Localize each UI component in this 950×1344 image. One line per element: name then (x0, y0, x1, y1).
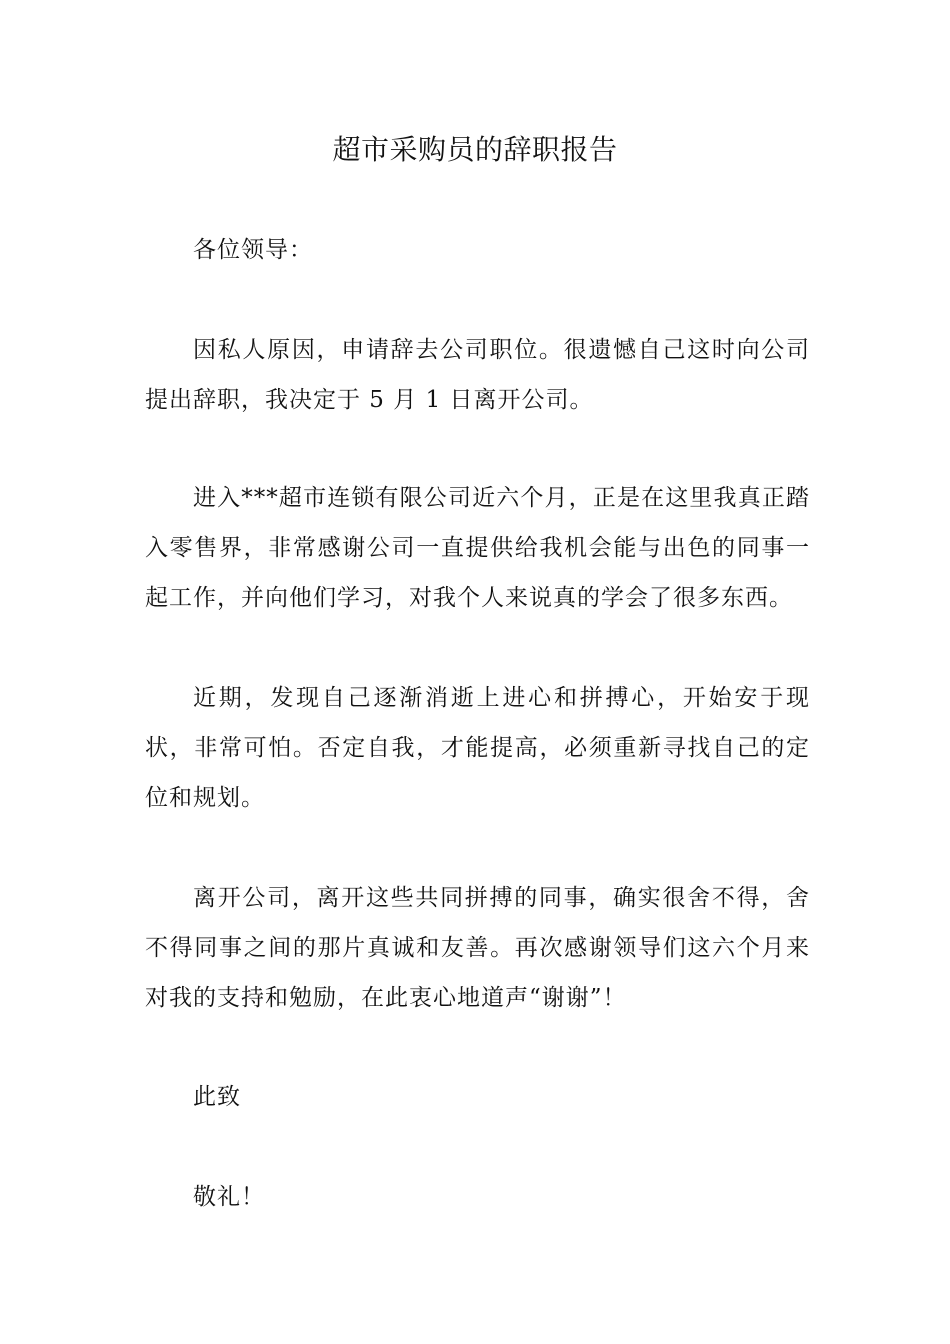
closing-greeting: 敬礼！ (193, 1184, 265, 1210)
document-title: 超市采购员的辞职报告 (332, 133, 618, 166)
salutation: 各位领导： (193, 237, 313, 263)
closing-line: 此致 (193, 1084, 241, 1110)
body-paragraph: 离开公司，离开这些共同拼搏的同事，确实很舍不得，舍不得同事之间的那片真诚和友善。再次感谢领导们这六个月来对我的支持和勉励，在此衷心地道声“谢谢”！ (145, 885, 810, 1011)
body-paragraph: 因私人原因，申请辞去公司职位。很遗憾自己这时向公司提出辞职，我决定于 5 月 1 日离开公司。 (145, 337, 810, 413)
body-paragraph: 进入***超市连锁有限公司近六个月，正是在这里我真正踏入零售界，非常感谢公司一直提供给我机会能与出色的同事一起工作，并向他们学习，对我个人来说真的学会了很多东西。 (145, 485, 810, 611)
body-paragraph: 近期，发现自己逐渐消逝上进心和拼搏心，开始安于现状，非常可怕。否定自我，才能提高，必须重新寻找自己的定位和规划。 (145, 685, 810, 811)
